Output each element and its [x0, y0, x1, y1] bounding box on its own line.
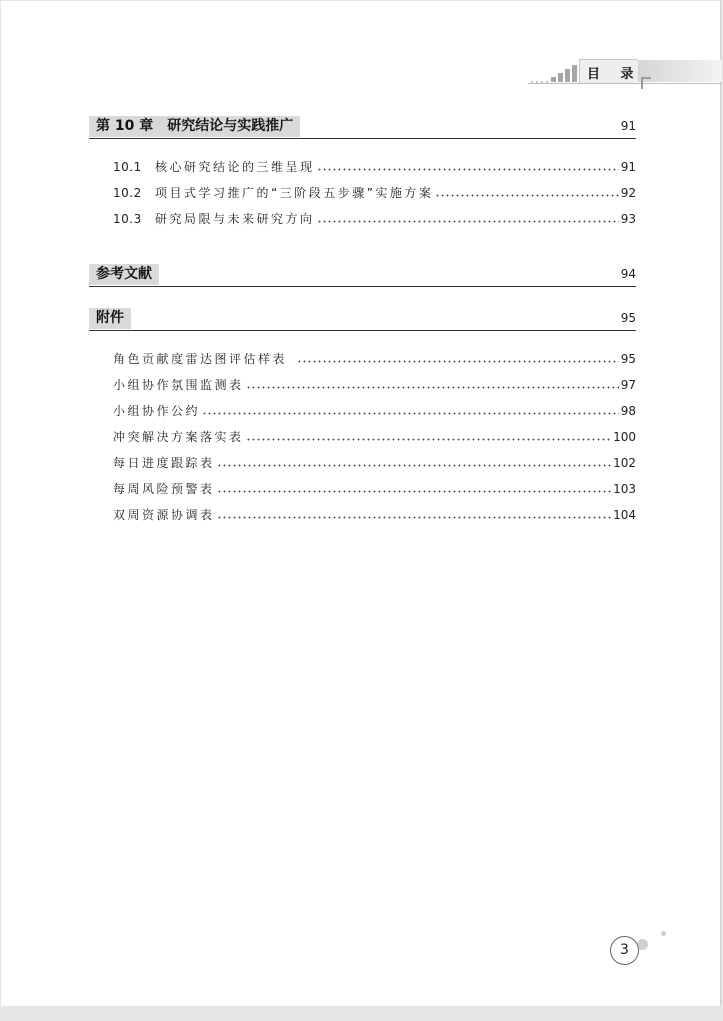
page-number: 3 [610, 936, 639, 965]
header-bar [565, 69, 570, 82]
dot-leader [317, 215, 619, 223]
toc-entry[interactable] [113, 402, 636, 418]
section-page-number: 91 [620, 119, 636, 133]
entry-page-number: 100 [613, 430, 636, 444]
entry-title: 每周风险预警表 [113, 482, 215, 496]
dot-leader [217, 459, 612, 467]
entry-page-number: 103 [613, 482, 636, 496]
dot-leader [317, 163, 619, 171]
dot-leader [202, 407, 619, 415]
toc-entry[interactable] [113, 480, 636, 496]
toc-entry[interactable] [113, 506, 636, 522]
entry-title: 角色贡献度雷达图评估样表 [113, 352, 288, 366]
entry-title: 双周资源协调表 [113, 508, 215, 522]
section-title: 附件 [89, 308, 131, 329]
section-title: 参考文献 [89, 264, 159, 285]
toc-entry[interactable] [113, 350, 636, 366]
section-page-number: 94 [620, 267, 636, 281]
entry-page-number: 97 [620, 378, 636, 392]
entry-page-number: 104 [613, 508, 636, 522]
header-title: 目 录 [587, 67, 642, 82]
toc-entry[interactable] [113, 376, 636, 392]
entry-page-number: 95 [620, 352, 636, 366]
section-title: 第 10 章 研究结论与实践推广 [89, 116, 300, 137]
entry-page-number: 92 [620, 186, 636, 200]
header-rule [528, 83, 722, 84]
entry-number: 10.3 [113, 212, 142, 226]
toc-entry[interactable] [113, 210, 636, 226]
entry-title: 小组协作氛围监测表 [113, 378, 244, 392]
entry-page-number: 98 [620, 404, 636, 418]
toc-entry[interactable] [113, 158, 636, 174]
entry-title: 冲突解决方案落实表 [113, 430, 244, 444]
dot-leader [246, 433, 612, 441]
header-bar [551, 77, 556, 82]
header-corner-ornament [641, 77, 651, 89]
dot-leader [217, 485, 612, 493]
dot-leader [246, 381, 619, 389]
entry-title: 每日进度跟踪表 [113, 456, 215, 470]
entry-title: 小组协作公约 [113, 404, 201, 418]
dot-leader [435, 189, 618, 197]
entry-number: 10.2 [113, 186, 142, 200]
entry-page-number: 102 [613, 456, 636, 470]
toc-entry[interactable] [113, 454, 636, 470]
section-page-number: 95 [620, 311, 636, 325]
entry-page-number: 93 [620, 212, 636, 226]
toc-entry[interactable] [113, 184, 636, 200]
toc-entry[interactable] [113, 428, 636, 444]
dot-leader [217, 511, 612, 519]
entry-title: 核心研究结论的三维呈现 [155, 160, 315, 174]
footer-dot [661, 931, 666, 936]
toc-section-chapter-10[interactable] [89, 116, 636, 139]
dot-leader [297, 355, 619, 363]
document-page [1, 1, 721, 1006]
toc-section-appendix[interactable] [89, 308, 636, 331]
entry-title: 研究局限与未来研究方向 [155, 212, 315, 226]
entry-page-number: 91 [620, 160, 636, 174]
header-bar [558, 73, 563, 82]
entry-title: 项目式学习推广的“三阶段五步骤”实施方案 [155, 186, 434, 200]
entry-number: 10.1 [113, 160, 142, 174]
toc-section-references[interactable] [89, 264, 636, 287]
header-bar [572, 65, 577, 82]
